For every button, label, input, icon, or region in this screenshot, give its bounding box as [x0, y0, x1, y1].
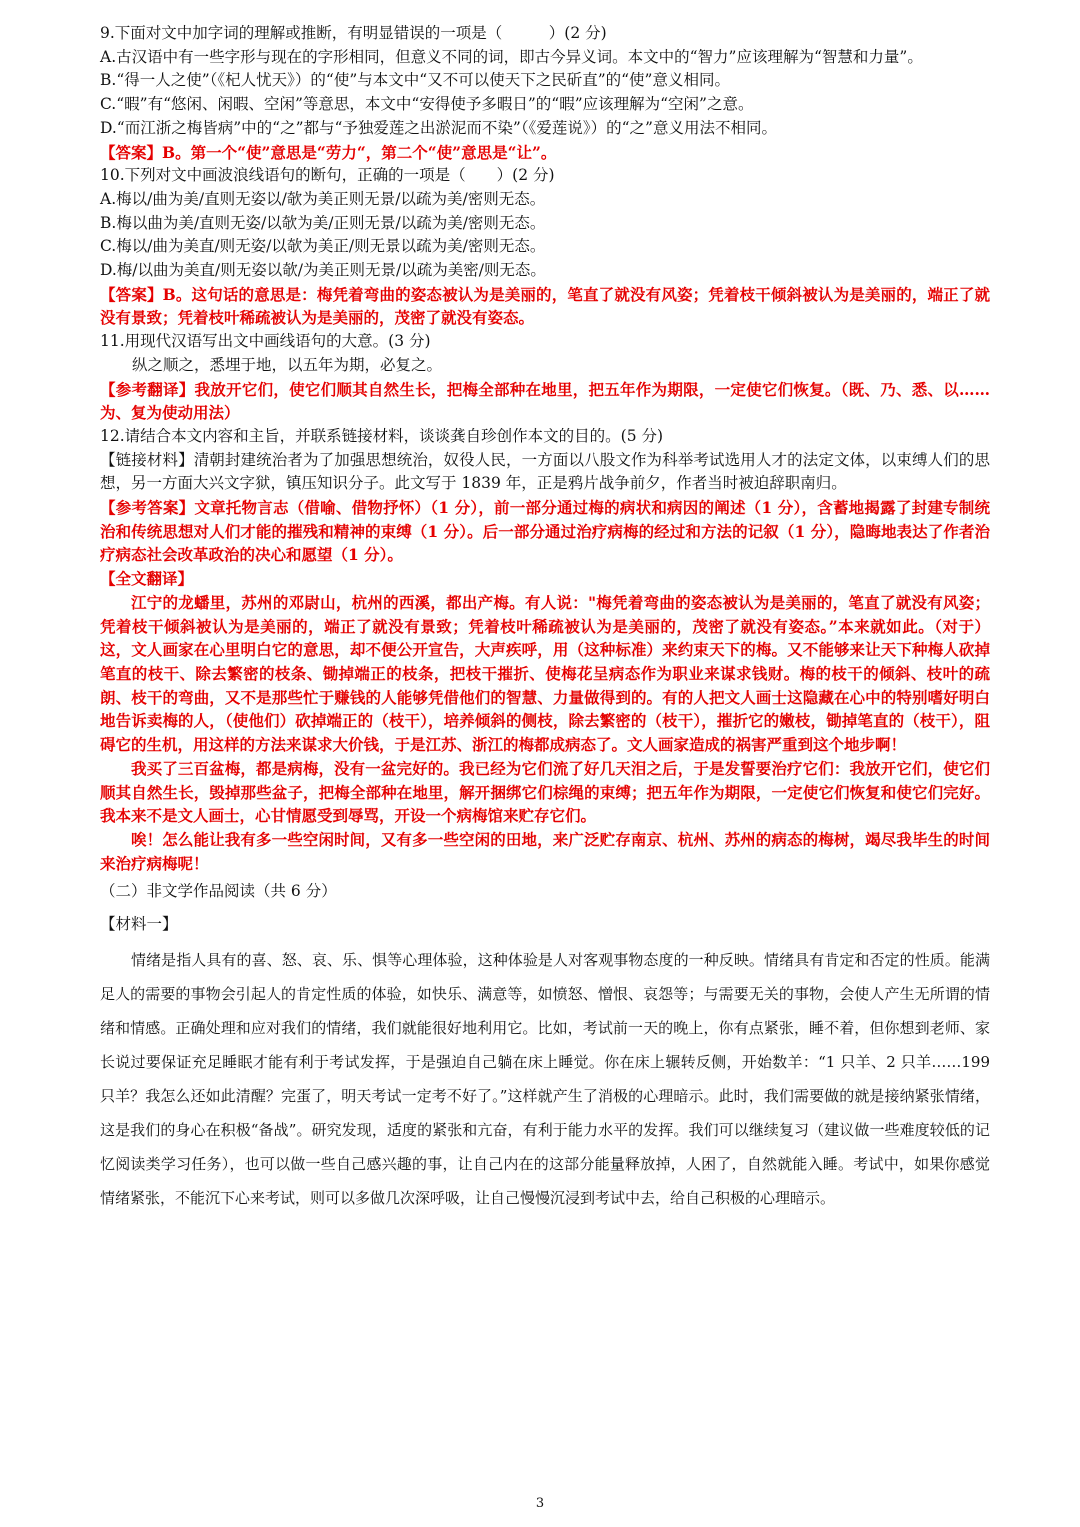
page-number: 3 [535, 1496, 545, 1511]
option-a: A.古汉语中有一些字形与现在的字形相同，但意义不同的词，即古今异义词。本文中的“智力”应该理解为“智慧和力量”。 [100, 47, 923, 66]
option-b: B.梅以曲为美/直则无姿/以欹为美/正则无景/以疏为美/密则无态。 [100, 213, 546, 232]
full-translation [100, 567, 990, 875]
answer: 【答案】B。第一个“使”意思是“劳力“，第二个“使”意思是“让”。 [100, 142, 557, 162]
option-a: A.梅以/曲为美/直则无姿以/欹为美正则无景/以疏为美/密则无态。 [100, 189, 546, 208]
option-c: C.“暇”有“悠闲、闲暇、空闲”等意思，本文中“安得使予多暇日”的“暇”应该理解为“空闲”之意。 [100, 95, 754, 114]
answer: 【参考翻译】我放开它们，使它们顺其自然生长，把梅全部种在地里，把五年作为期限，一定使它们恢复。（既、乃、悉、以……为、复为使动用法） [100, 379, 990, 423]
section-title: （二）非文学作品阅读（共 6 分） [100, 882, 337, 901]
question-stem: 12.请结合本文内容和主旨，并联系链接材料，谈谈龚自珍创作本文的目的。(5 分) [100, 426, 664, 445]
question-9 [100, 22, 990, 164]
link-material: 【链接材料】清朝封建统治者为了加强思想统治，奴役人民，一方面以八股文作为科举考试选用人才的法定文体，以束缚人们的思想，另一方面大兴文字狱，镇压知识分子。此文写于 1839 年，正是鸦片战争前夕，作者当时被迫辞职南归。 [100, 450, 990, 493]
answer: 【答案】B。这句话的意思是：梅凭着弯曲的姿态被认为是美丽的，笔直了就没有风姿；凭着枝干倾斜被认为是美丽的，端正了就没有景致；凭着枝叶稀疏被认为是美丽的，茂密了就没有姿态。 [100, 284, 990, 328]
option-b: B.“得一人之使”（《杞人忧天》）的“使”与本文中“又不可以使天下之民斫直”的“使”意义相同。 [100, 71, 730, 90]
page-content [100, 22, 990, 1215]
option-d: D.梅/以曲为美直/则无姿以欹/为美正则无景/以疏为美密/则无态。 [100, 261, 546, 280]
option-c: C.梅以/曲为美直/则无姿/以欹为美正/则无景以疏为美/密则无态。 [100, 237, 546, 256]
translation-heading: 【全文翻译】 [100, 569, 194, 589]
material-label: 【材料一】 [100, 915, 178, 934]
translation-paragraph: 唉！怎么能让我有多一些空闲时间，又有多一些空闲的田地，来广泛贮存南京、杭州、苏州的病态的梅树，竭尽我毕生的时间来治疗病梅呢！ [100, 829, 990, 873]
quoted-sentence: 纵之顺之，悉埋于地，以五年为期，必复之。 [132, 355, 443, 374]
question-stem: 11.用现代汉语写出文中画线语句的大意。(3 分) [100, 332, 431, 351]
question-10 [100, 164, 990, 330]
material-text: 情绪是指人具有的喜、怒、哀、乐、惧等心理体验，这种体验是人对客观事物态度的一种反映。情绪具有肯定和否定的性质。能满足人的需要的事物会引起人的肯定性质的体验，如快乐、满意等，如愤怒、憎恨、哀怨等；与需要无关的事物，会使人产生无所谓的情绪和情感。正确处理和应对我们的情绪，我们就能很好地利用它。比如，考试前一天的晚上，你有点紧张，睡不着，但你想到老师、家长说过要保证充足睡眠才能有利于考试发挥，于是强迫自己躺在床上睡觉。你在床上辗转反侧，开始数羊：“1 只羊、2 只羊……199 只羊？我怎么还如此清醒？完蛋了，明天考试一定考不好了。”这样就产生了消极的心理暗示。此时，我们需要做的就是接纳紧张情绪，这是我们的身心在积极“备战”。研究发现，适度的紧张和亢奋，有利于能力水平的发挥。我们可以继续复习（建议做一些难度较低的记忆阅读类学习任务），也可以做一些自己感兴趣的事，让自己内在的这部分能量释放掉，人困了，自然就能入睡。考试中，如果你感觉情绪紧张，不能沉下心来考试，则可以多做几次深呼吸，让自己慢慢沉浸到考试中去，给自己积极的心理暗示。 [100, 951, 990, 1208]
answer: 【参考答案】文章托物言志（借喻、借物抒怀）（1 分），前一部分通过梅的病状和病因的阐述（1 分），含蓄地揭露了封建专制统治和传统思想对人们才能的摧残和精神的束缚（1 分）。后一部分通过治疗病梅的经过和方法的记叙（1 分），隐晦地表达了作者治疗病态社会改革政治的决心和愿望（1 分）。 [100, 498, 990, 565]
question-stem: 9.下面对文中加字词的理解或推断，有明显错误的一项是（ ）(2 分) [100, 24, 607, 42]
translation-paragraph: 江宁的龙蟠里，苏州的邓尉山，杭州的西溪，都出产梅。有人说："梅凭着弯曲的姿态被认为是美丽的，笔直了就没有风姿；凭着枝干倾斜被认为是美丽的，端正了就没有景致；凭着枝叶稀疏被认为是美丽的，茂密了就没有姿态。”本来就如此。（对于）这，文人画家在心里明白它的意思，却不便公开宣告，大声疾呼，用（这种标准）来约束天下的梅。又不能够来让天下种梅人砍掉笔直的枝干、除去繁密的枝条、锄掉端正的枝条，把枝干摧折、使梅花呈病态作为职业来谋求钱财。梅的枝干的倾斜、枝叶的疏朗、枝干的弯曲，又不是那些忙于赚钱的人能够凭借他们的智慧、力量做得到的。有的人把文人画士这隐藏在心中的特别嗜好明白地告诉卖梅的人，（使他们）砍掉端正的（枝干），培养倾斜的侧枝，除去繁密的（枝干），摧折它的嫩枝，锄掉笔直的（枝干），阻碍它的生机，用这样的方法来谋求大价钱，于是江苏、浙江的梅都成病态了。文人画家造成的祸害严重到这个地步啊！ [100, 592, 990, 755]
question-11 [100, 330, 990, 425]
section-nonliterary [100, 877, 990, 1215]
question-12 [100, 425, 990, 567]
translation-paragraph: 我买了三百盆梅，都是病梅，没有一盆完好的。我已经为它们流了好几天泪之后，于是发誓要治疗它们：我放开它们，使它们顺其自然生长，毁掉那些盆子，把梅全部种在地里，解开捆绑它们棕绳的束缚；把五年作为期限，一定使它们恢复和使它们完好。我本来不是文人画士，心甘情愿受到辱骂，开设一个病梅馆来贮存它们。 [100, 758, 990, 826]
option-d: D.“而江浙之梅皆病”中的“之”都与“予独爱莲之出淤泥而不染”（《爱莲说》）的“之”意义用法不相同。 [100, 118, 777, 137]
question-stem: 10.下列对文中画波浪线语句的断句，正确的一项是（ ）(2 分) [100, 166, 555, 185]
